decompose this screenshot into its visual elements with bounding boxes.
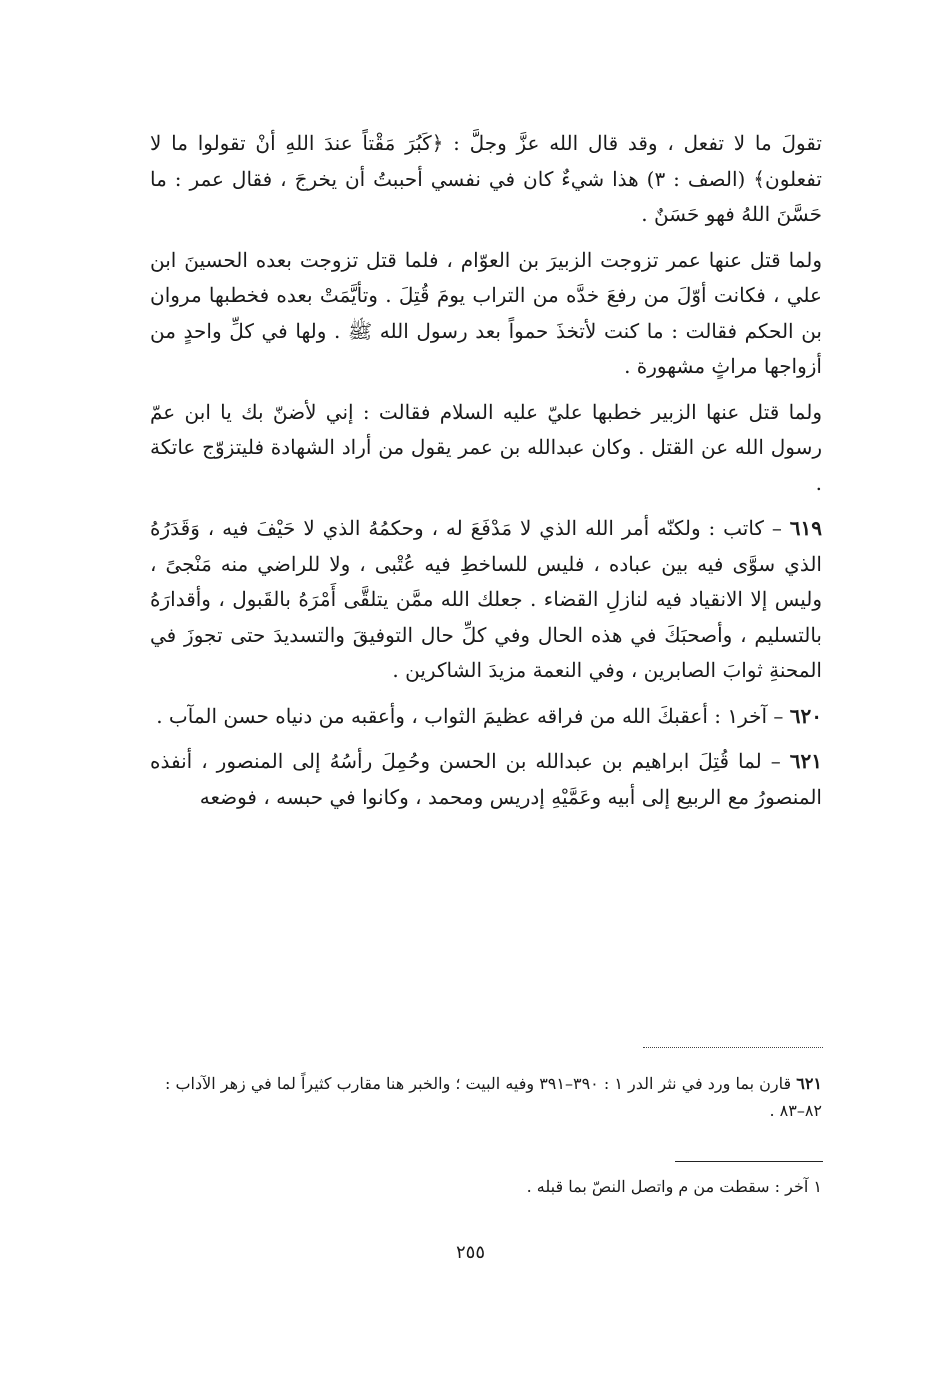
footnote-separator	[675, 1161, 823, 1162]
footnote-text: قارن بما ورد في نثر الدر ١ : ٣٩٠–٣٩١ وفيه البيت ؛ والخبر هنا مقارب كثيراً لما في زهر الآداب : ٨٢–٨٣ .	[164, 1074, 822, 1120]
entry-number: ٦١٩	[789, 516, 822, 540]
paragraph	[150, 395, 822, 502]
entry-number: ٦٢١	[789, 749, 822, 773]
paragraph-text: ولما قتل عنها الزبير خطبها عليّ عليه السلام فقالت : إني لأضنّ بك يا ابن عمّ رسول الله عن القتل . وكان عبدالله بن عمر يقول من أراد الشهادة فليتزوّج عاتكة .	[150, 399, 822, 495]
entry-text: – لما قُتِلَ ابراهيم بن عبدالله بن الحسن وحُمِلَ رأسُهُ إلى المنصور ، أنفذه المنصورُ مع الربيع إلى أبيه وعَمَّيْهِ إدريس ومحمد ، وكانوا في حبسه ، فوضعه	[150, 749, 822, 809]
page-number: ٢٥٥	[455, 1242, 485, 1263]
footnote-ref: ١	[813, 1177, 822, 1196]
footnote	[150, 1070, 822, 1124]
entry-text: – آخر١ : أعقبكَ الله من فراقه عظيمَ الثواب ، وأعقبه من دنياه حسن المآب .	[156, 703, 784, 728]
main-text	[150, 126, 822, 825]
paragraph	[150, 243, 822, 385]
dotted-separator	[643, 1047, 823, 1048]
footnote	[150, 1173, 822, 1200]
numbered-entry	[150, 511, 822, 689]
entry-number: ٦٢٠	[789, 703, 822, 728]
footnote-ref: ٦٢١	[796, 1074, 822, 1093]
numbered-entry	[150, 699, 822, 735]
paragraph-text: ولما قتل عنها عمر تزوجت الزبيرَ بن العوّام ، فلما قتل تزوجت بعده الحسينَ ابن علي ، فكانت أوّلَ من رفعَ خدَّه من التراب يومَ قُتِلَ . وتأيَّمَتْ بعده فخطبها مروان بن الحكم فقالت : ما كنت لأتخذَ حمواً بعد رسول الله ﷺ . ولها في كلِّ واحدٍ من أزواجها مراثٍ مشهورة .	[150, 247, 822, 378]
paragraph-text: تقولَ ما لا تفعل ، وقد قال الله عزَّ وجلَّ : ﴿كَبُرَ مَقْتاً عندَ اللهِ أنْ تقولوا ما لا تفعلون﴾ (الصف : ٣) هذا شيءٌ كان في نفسي أحببتُ أن يخرجَ ، فقال عمر : ما حَسَّنَ اللهُ فهو حَسَنٌ .	[150, 131, 822, 226]
numbered-entry	[150, 744, 822, 815]
entry-text: – كاتب : ولكنّه أمر الله الذي لا مَدْفَعَ له ، وحكمُهُ الذي لا حَيْفَ فيه ، وَقَدَرُهُ الذي سوَّى فيه بين عباده ، فليس للساخطِ فيه عُتْبى ، ولا للراضي منه مَنْجىً ، وليس إلا الانقياد فيه لنازلِ القضاء . جعلك الله ممَّن يتلقَّى أَمْرَهُ بالقَبول ، وأقدارَهُ بالتسليم ، وأصحبَكَ في هذه الحال وفي كلِّ حال التوفيقَ والتسديدَ حتى تجوزَ في المحنةِ ثوابَ الصابرين ، وفي النعمة مزيدَ الشاكرين .	[150, 516, 822, 682]
paragraph	[150, 126, 822, 233]
footnote-text: آخر : سقطت من م واتصل النصّ بما قبله .	[526, 1177, 809, 1196]
